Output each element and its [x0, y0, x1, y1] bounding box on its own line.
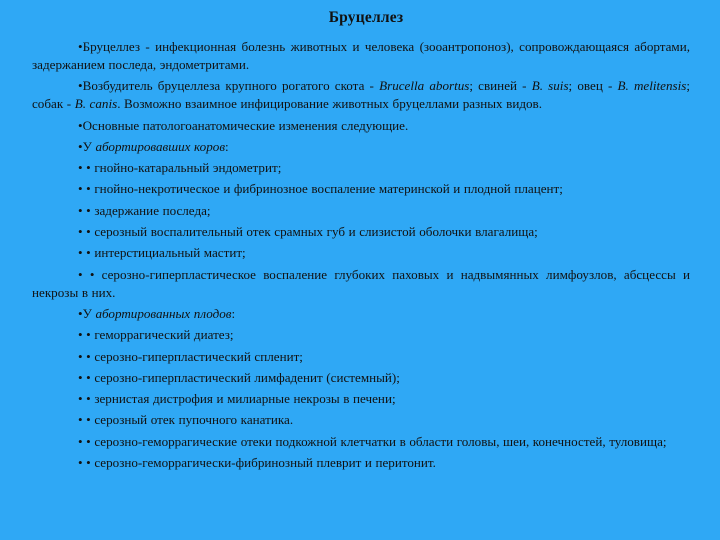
text: ; свиней -	[469, 78, 532, 94]
species-name: B. suis	[531, 78, 569, 94]
text: :	[231, 305, 236, 321]
list-item	[32, 266, 690, 302]
text: • • серозно-гиперпластическое воспаление глубоких паховых и надвымянных лимфоузлов, абсцессы и некрозы в них.	[32, 266, 690, 300]
text: • • задержание последа;	[78, 202, 211, 218]
text: •Основные патологоанатомические изменения следующие.	[78, 117, 409, 133]
text: • • серозно-гиперпластический лимфаденит (системный);	[78, 369, 400, 385]
list-item	[32, 454, 690, 472]
text: • • гнойно-катаральный эндометрит;	[78, 160, 282, 176]
cows-heading	[32, 138, 690, 156]
text: • • геморрагический диатез;	[78, 327, 234, 343]
list-item	[32, 348, 690, 366]
text: . Возможно взаимное инфицирование животных бруцеллами разных видов.	[117, 96, 543, 112]
list-item	[32, 244, 690, 262]
fetus-heading	[32, 305, 690, 323]
text: ; собак -	[32, 78, 690, 112]
text: •Бруцеллез - инфекционная болезнь животных и человека (зооантропоноз), сопровождающаяся абортами, задержанием последа, эндометритами.	[32, 39, 690, 72]
species-name: Brucella abortus	[379, 78, 470, 94]
text: • • интерстициальный мастит;	[78, 245, 246, 261]
text: • • зернистая дистрофия и милиарные некрозы в печени;	[78, 391, 396, 407]
text: • • гнойно-некротическое и фибринозное воспаление материнской и плодной плацент;	[78, 181, 563, 197]
text: •У	[78, 305, 96, 321]
text: ; овец -	[568, 78, 618, 94]
text: • • серозно-геморрагически-фибринозный плеврит и перитонит.	[78, 455, 436, 471]
text: • • серозный отек пупочного канатика.	[78, 412, 294, 428]
list-item	[32, 202, 690, 220]
list-item	[32, 390, 690, 408]
text: • • серозный воспалительный отек срамных губ и слизистой оболочки влагалища;	[78, 224, 538, 240]
text: •У	[78, 138, 96, 154]
definition-paragraph	[32, 38, 690, 74]
list-item	[32, 159, 690, 177]
list-item	[32, 223, 690, 241]
slide-title: Бруцеллез	[328, 9, 404, 26]
changes-intro-paragraph	[32, 117, 690, 135]
species-name: B. canis	[74, 96, 118, 112]
species-name: B. melitensis	[617, 78, 687, 94]
text: • • серозно-геморрагические отеки подкожной клетчатки в области головы, шеи, конечностей, туловища;	[78, 433, 667, 449]
text: •Возбудитель бруцеллеза крупного рогатого скота -	[78, 78, 380, 94]
list-item	[32, 433, 690, 451]
text: • • серозно-гиперпластический спленит;	[78, 348, 303, 364]
group-name: абортированных плодов	[95, 305, 232, 321]
list-item	[32, 369, 690, 387]
list-item	[32, 180, 690, 198]
text: :	[225, 138, 229, 154]
pathogen-paragraph	[32, 77, 690, 113]
list-item	[32, 411, 690, 429]
list-item	[32, 326, 690, 344]
group-name: абортировавших коров	[95, 138, 226, 154]
